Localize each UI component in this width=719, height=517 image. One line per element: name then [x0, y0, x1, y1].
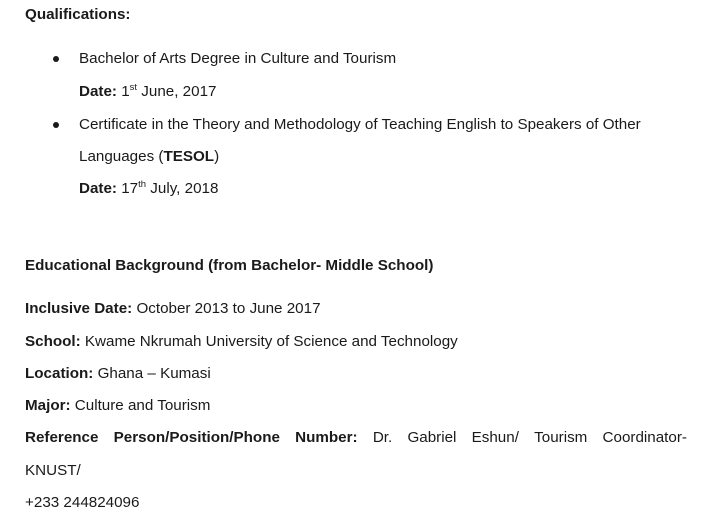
reference-value-word: Eshun/: [471, 429, 519, 446]
reference-value-word: Tourism: [534, 429, 588, 446]
inclusive-date-label: Inclusive Date:: [25, 300, 133, 317]
education-heading: Educational Background (from Bachelor- Middle School): [25, 257, 434, 274]
major-row: [25, 396, 210, 416]
bullet-icon: [53, 56, 59, 62]
qualification-title-line1: Certificate in the Theory and Methodology of Teaching English to Speakers of Other: [79, 116, 641, 133]
school-label: School:: [25, 333, 81, 350]
location-label: Location:: [25, 365, 94, 382]
inclusive-date-row: [25, 299, 321, 319]
reference-label-word: Person/Position/Phone: [113, 429, 280, 446]
reference-label-word: Reference: [25, 429, 99, 446]
tesol-label: TESOL: [163, 148, 215, 165]
date-label: Date:: [79, 180, 117, 197]
school-value: Kwame Nkrumah University of Science and Technology: [84, 333, 458, 350]
qualification-date: [79, 179, 218, 199]
date-day: 1: [121, 83, 130, 100]
reference-value-word: Gabriel: [407, 429, 457, 446]
reference-line2: KNUST/: [25, 462, 81, 479]
school-row: [25, 332, 458, 352]
reference-label-word: Number:: [295, 429, 358, 446]
date-day: 17: [121, 180, 139, 197]
date-suffix: th: [138, 179, 147, 190]
reference-value-word: Dr.: [372, 429, 393, 446]
location-value: Ghana – Kumasi: [97, 365, 211, 382]
date-suffix: st: [129, 82, 138, 93]
title-suffix: ): [214, 148, 220, 165]
inclusive-date-value: October 2013 to June 2017: [136, 300, 321, 317]
qualifications-heading: Qualifications:: [25, 6, 131, 23]
date-rest: July, 2018: [150, 180, 219, 197]
location-row: [25, 364, 211, 384]
qualification-title: Bachelor of Arts Degree in Culture and Tourism: [79, 50, 397, 67]
title-prefix: Languages (: [79, 148, 164, 165]
reference-phone: +233 244824096: [25, 494, 140, 511]
date-label: Date:: [79, 83, 117, 100]
qualification-title-line2: [79, 147, 219, 167]
reference-value-word: Coordinator-: [602, 429, 687, 446]
date-rest: June, 2017: [141, 83, 217, 100]
major-label: Major:: [25, 397, 71, 414]
reference-row: [25, 428, 687, 448]
qualification-date: [79, 82, 216, 102]
major-value: Culture and Tourism: [74, 397, 211, 414]
bullet-icon: [53, 122, 59, 128]
